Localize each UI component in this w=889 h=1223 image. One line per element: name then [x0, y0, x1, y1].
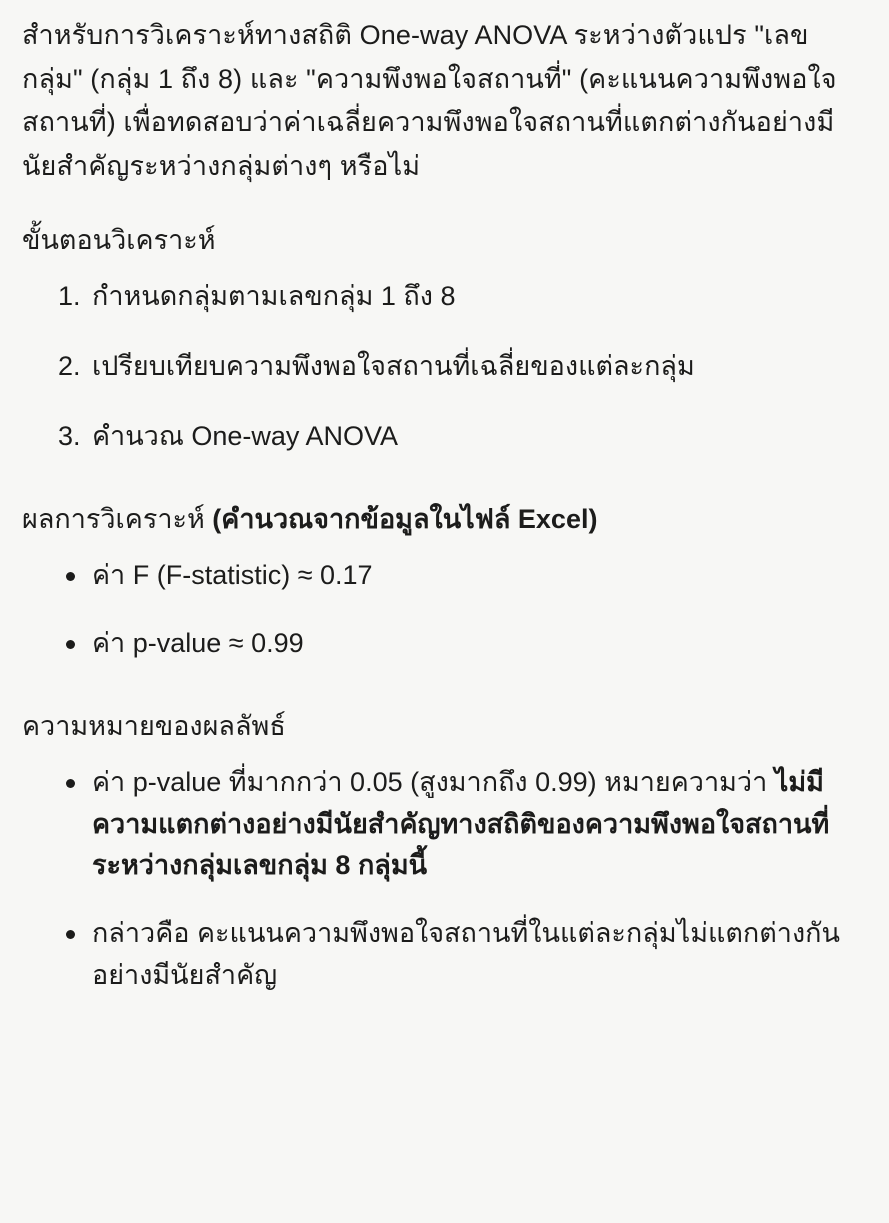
list-item: กำหนดกลุ่มตามเลขกลุ่ม 1 ถึง 8	[92, 281, 456, 312]
list-item: กล่าวคือ คะแนนความพึงพอใจสถานที่ในแต่ละกลุ่มไม่แตกต่างกันอย่างมีนัยสำคัญ	[22, 913, 867, 997]
list-item: ค่า F (F-statistic) ≈ 0.17	[22, 555, 867, 597]
steps-list	[22, 276, 867, 458]
meaning-item-text: ค่า p-value ที่มากกว่า 0.05 (สูงมากถึง 0.99) หมายความว่า	[92, 766, 775, 797]
results-list	[22, 555, 867, 665]
results-heading-text: ผลการวิเคราะห์	[22, 503, 213, 534]
results-heading	[22, 498, 867, 541]
list-item: ค่า p-value ≈ 0.99	[22, 623, 867, 665]
meaning-heading: ความหมายของผลลัพธ์	[22, 710, 286, 741]
list-item: คำนวณ One-way ANOVA	[92, 420, 398, 451]
intro-paragraph: สำหรับการวิเคราะห์ทางสถิติ One-way ANOVA ระหว่างตัวแปร "เลขกลุ่ม" (กลุ่ม 1 ถึง 8) และ "ความพึงพอใจสถานที่" (คะแนนความพึงพอใจสถานที่) เพื่อทดสอบว่าค่าเฉลี่ยความพึงพอใจสถานที่แตกต่างกันอย่างมีนัยสำคัญระหว่างกลุ่มต่างๆ หรือไม่	[22, 20, 837, 182]
steps-heading: ขั้นตอนวิเคราะห์	[22, 224, 216, 255]
list-item: เปรียบเทียบความพึงพอใจสถานที่เฉลี่ยของแต่ละกลุ่ม	[92, 350, 695, 381]
meaning-list	[22, 762, 867, 997]
meaning-item-emphasis: ไม่มีความแตกต่างอย่างมีนัยสำคัญทางสถิติของความพึงพอใจสถานที่ระหว่างกลุ่มเลขกลุ่ม 8 กลุ่มนี้	[92, 766, 830, 881]
results-heading-source: (คำนวณจากข้อมูลในไฟล์ Excel)	[212, 503, 598, 534]
list-item	[22, 762, 867, 888]
